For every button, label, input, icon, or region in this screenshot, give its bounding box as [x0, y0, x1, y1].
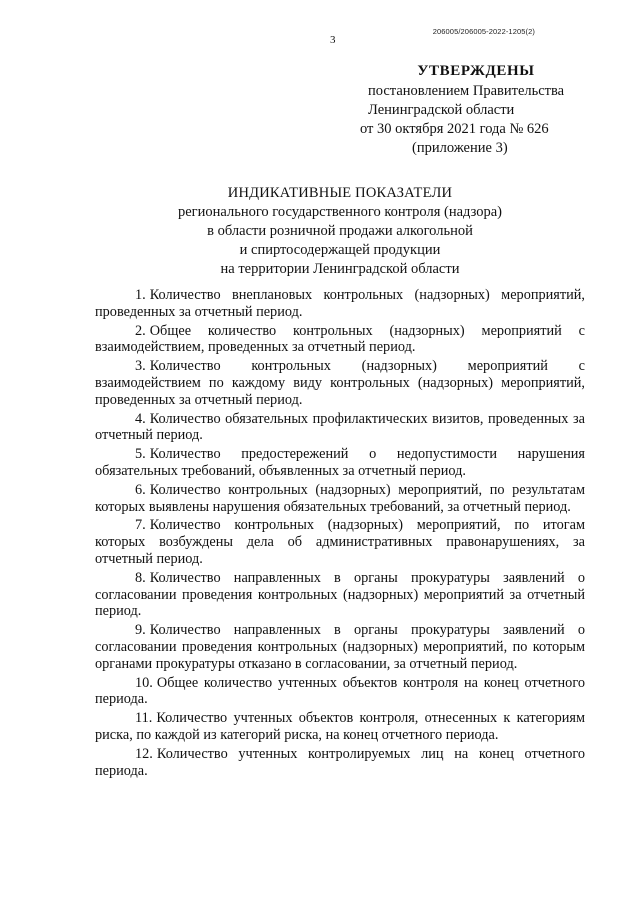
item-number: 1.: [135, 287, 146, 303]
item-number: 7.: [135, 517, 146, 534]
list-item: [95, 746, 585, 780]
list-item: [95, 710, 585, 744]
list-item: [95, 411, 585, 445]
item-text: Количество контрольных (надзорных) мероприятий с взаимодействием по каждому виду контрольных (надзорных) мероприятий, проведенных за отчетный период.: [95, 358, 585, 408]
item-text: Количество внеплановых контрольных (надзорных) мероприятий, проведенных за отчетный период.: [95, 287, 585, 320]
document-subtitle-line: и спиртосодержащей продукции: [239, 242, 441, 258]
indicators-list: [95, 287, 585, 781]
item-text: Количество направленных в органы прокуратуры заявлений о согласовании проведения контрольных (надзорных) мероприятий за отчетный период.: [95, 569, 585, 620]
item-number: 9.: [135, 622, 146, 639]
approval-title: УТВЕРЖДЕНЫ: [417, 63, 535, 79]
item-text: Общее количество контрольных (надзорных) мероприятий с взаимодействием, проведенных за отчетный период.: [95, 322, 585, 356]
item-text: Количество контрольных (надзорных) мероприятий, по результатам которых выявлены нарушения обязательных требований, за отчетный период.: [95, 481, 585, 515]
list-item: [95, 675, 585, 709]
document-subtitle-line: регионального государственного контроля (надзора): [178, 204, 502, 220]
item-text: Общее количество учтенных объектов контроля на конец отчетного периода.: [95, 674, 585, 708]
item-text: Количество учтенных контролируемых лиц на конец отчетного периода.: [95, 745, 585, 779]
item-text: Количество предостережений о недопустимости нарушения обязательных требований, объявленных за отчетный период.: [95, 446, 585, 479]
approval-line: Ленинградской области: [368, 102, 515, 118]
page-number: 3: [330, 34, 336, 46]
list-item: [95, 287, 585, 321]
list-item: [95, 446, 585, 480]
item-number: 6.: [135, 481, 146, 498]
item-text: Количество обязательных профилактических визитов, проведенных за отчетный период.: [95, 410, 585, 444]
item-number: 8.: [135, 569, 146, 586]
item-text: Количество контрольных (надзорных) мероприятий, по итогам которых возбуждены дела об административных правонарушениях, за отчетный период.: [95, 517, 585, 567]
item-text: Количество учтенных объектов контроля, отнесенных к категориям риска, по каждой из категорий риска, на конец отчетного периода.: [95, 710, 585, 743]
item-number: 11.: [135, 710, 153, 727]
item-number: 4.: [135, 410, 146, 427]
document-code: 206005/206005-2022-1205(2): [432, 27, 535, 36]
item-number: 10.: [135, 674, 153, 691]
document-title-block: [95, 184, 585, 279]
item-number: 3.: [135, 358, 146, 375]
list-item: [95, 358, 585, 408]
list-item: [95, 570, 585, 620]
item-text: Количество направленных в органы прокуратуры заявлений о согласовании проведения контрольных (надзорных) мероприятий, по которым органами прокуратуры отказано в согласовании, за отчетный период.: [95, 622, 585, 672]
list-item: [95, 517, 585, 567]
document-title: ИНДИКАТИВНЫЕ ПОКАЗАТЕЛИ: [227, 185, 453, 201]
document-subtitle-line: в области розничной продажи алкогольной: [207, 223, 473, 239]
approval-line: от 30 октября 2021 года № 626: [360, 121, 549, 137]
item-number: 2.: [135, 322, 146, 339]
approval-line: постановлением Правительства: [368, 83, 565, 99]
list-item: [95, 622, 585, 672]
item-number: 5.: [135, 446, 146, 463]
document-subtitle-line: на территории Ленинградской области: [220, 261, 460, 277]
list-item: [95, 482, 585, 516]
item-number: 12.: [135, 745, 153, 762]
approval-block: [360, 62, 580, 158]
list-item: [95, 323, 585, 357]
approval-line: (приложение 3): [412, 140, 508, 156]
